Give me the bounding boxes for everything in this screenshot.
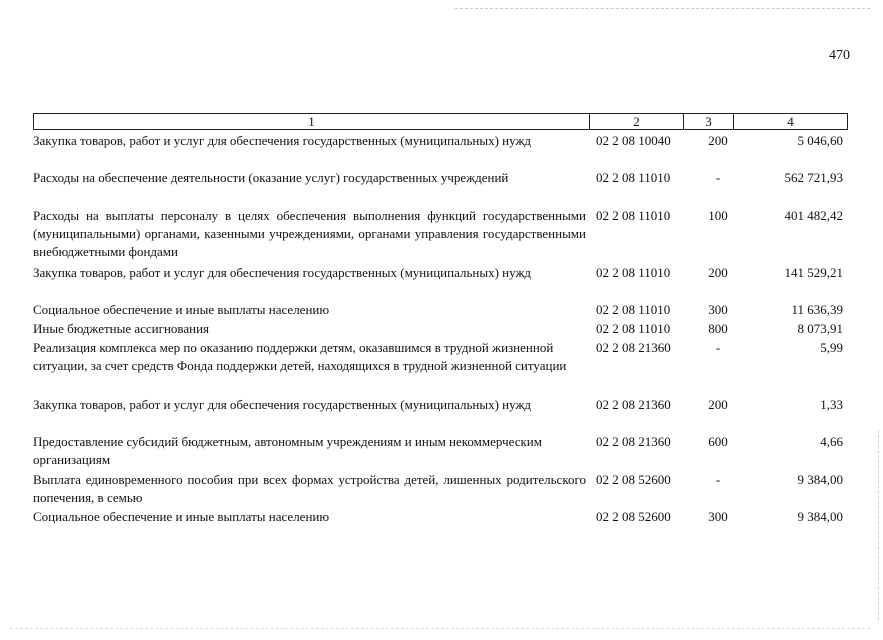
row-description: Социальное обеспечение и иные выплаты населению xyxy=(33,302,330,317)
row-amount: 5,99 xyxy=(820,340,843,355)
header-col-2: 2 xyxy=(590,114,684,129)
table-header xyxy=(33,113,848,130)
row-description: Выплата единовременного пособия при всех формах устройства детей, лишенных родительского попечения, в семью xyxy=(33,472,586,505)
row-amount: 9 384,00 xyxy=(797,509,843,524)
row-code: 02 2 08 52600 xyxy=(596,509,671,524)
row-type: 200 xyxy=(708,265,728,280)
header-col-1: 1 xyxy=(34,114,590,129)
row-amount: 141 529,21 xyxy=(784,265,843,280)
row-code: 02 2 08 52600 xyxy=(596,472,671,487)
row-code: 02 2 08 11010 xyxy=(596,302,671,317)
row-amount: 1,33 xyxy=(820,397,843,412)
row-description: Закупка товаров, работ и услуг для обеспечения государственных (муниципальных) нужд xyxy=(33,397,532,412)
row-description: Закупка товаров, работ и услуг для обеспечения государственных (муниципальных) нужд xyxy=(33,133,532,148)
header-col-4: 4 xyxy=(787,114,794,129)
row-amount: 11 636,39 xyxy=(791,302,843,317)
row-type: - xyxy=(715,170,721,185)
row-code: 02 2 08 10040 xyxy=(596,133,671,148)
row-code: 02 2 08 21360 xyxy=(596,340,671,355)
row-code: 02 2 08 21360 xyxy=(596,397,671,412)
row-amount: 5 046,60 xyxy=(797,133,843,148)
row-description: Иные бюджетные ассигнования xyxy=(33,321,210,336)
row-description: Закупка товаров, работ и услуг для обеспечения государственных (муниципальных) нужд xyxy=(33,265,532,280)
row-type: 200 xyxy=(708,397,728,412)
row-amount: 9 384,00 xyxy=(797,472,843,487)
row-type: 300 xyxy=(708,302,728,317)
row-description: Социальное обеспечение и иные выплаты населению xyxy=(33,509,330,524)
row-code: 02 2 08 21360 xyxy=(596,434,671,449)
row-description: Расходы на выплаты персоналу в целях обеспечения выполнения функций государственными (муниципальными) органами, казенными учреждениями, органами управления государственными внебюджетными фондами xyxy=(33,208,586,259)
row-amount: 4,66 xyxy=(820,434,843,449)
row-code: 02 2 08 11010 xyxy=(596,170,671,185)
row-type: 200 xyxy=(708,133,728,148)
scan-artifact-top-line xyxy=(455,8,870,9)
scan-artifact-right-edge xyxy=(878,430,879,620)
row-type: - xyxy=(715,340,721,355)
row-description: Предоставление субсидий бюджетным, автономным учреждениям и иным некоммерческим организациям xyxy=(33,434,542,467)
row-amount: 401 482,42 xyxy=(784,208,843,223)
scan-artifact-bottom-line xyxy=(10,628,870,629)
row-code: 02 2 08 11010 xyxy=(596,321,671,336)
row-type: 300 xyxy=(708,509,728,524)
row-amount: 8 073,91 xyxy=(797,321,843,336)
row-description: Реализация комплекса мер по оказанию поддержки детям, оказавшимся в трудной жизненной ситуации, за счет средств Фонда поддержки детей, находящихся в трудной жизненной ситуации xyxy=(33,340,567,373)
row-code: 02 2 08 11010 xyxy=(596,208,671,223)
row-amount: 562 721,93 xyxy=(784,170,843,185)
row-description: Расходы на обеспечение деятельности (оказание услуг) государственных учреждений xyxy=(33,170,509,185)
row-code: 02 2 08 11010 xyxy=(596,265,671,280)
header-col-3: 3 xyxy=(684,114,734,129)
page-number: 470 xyxy=(829,48,850,63)
row-type: 100 xyxy=(708,208,728,223)
row-type: - xyxy=(715,472,721,487)
row-type: 800 xyxy=(708,321,728,336)
row-type: 600 xyxy=(708,434,728,449)
